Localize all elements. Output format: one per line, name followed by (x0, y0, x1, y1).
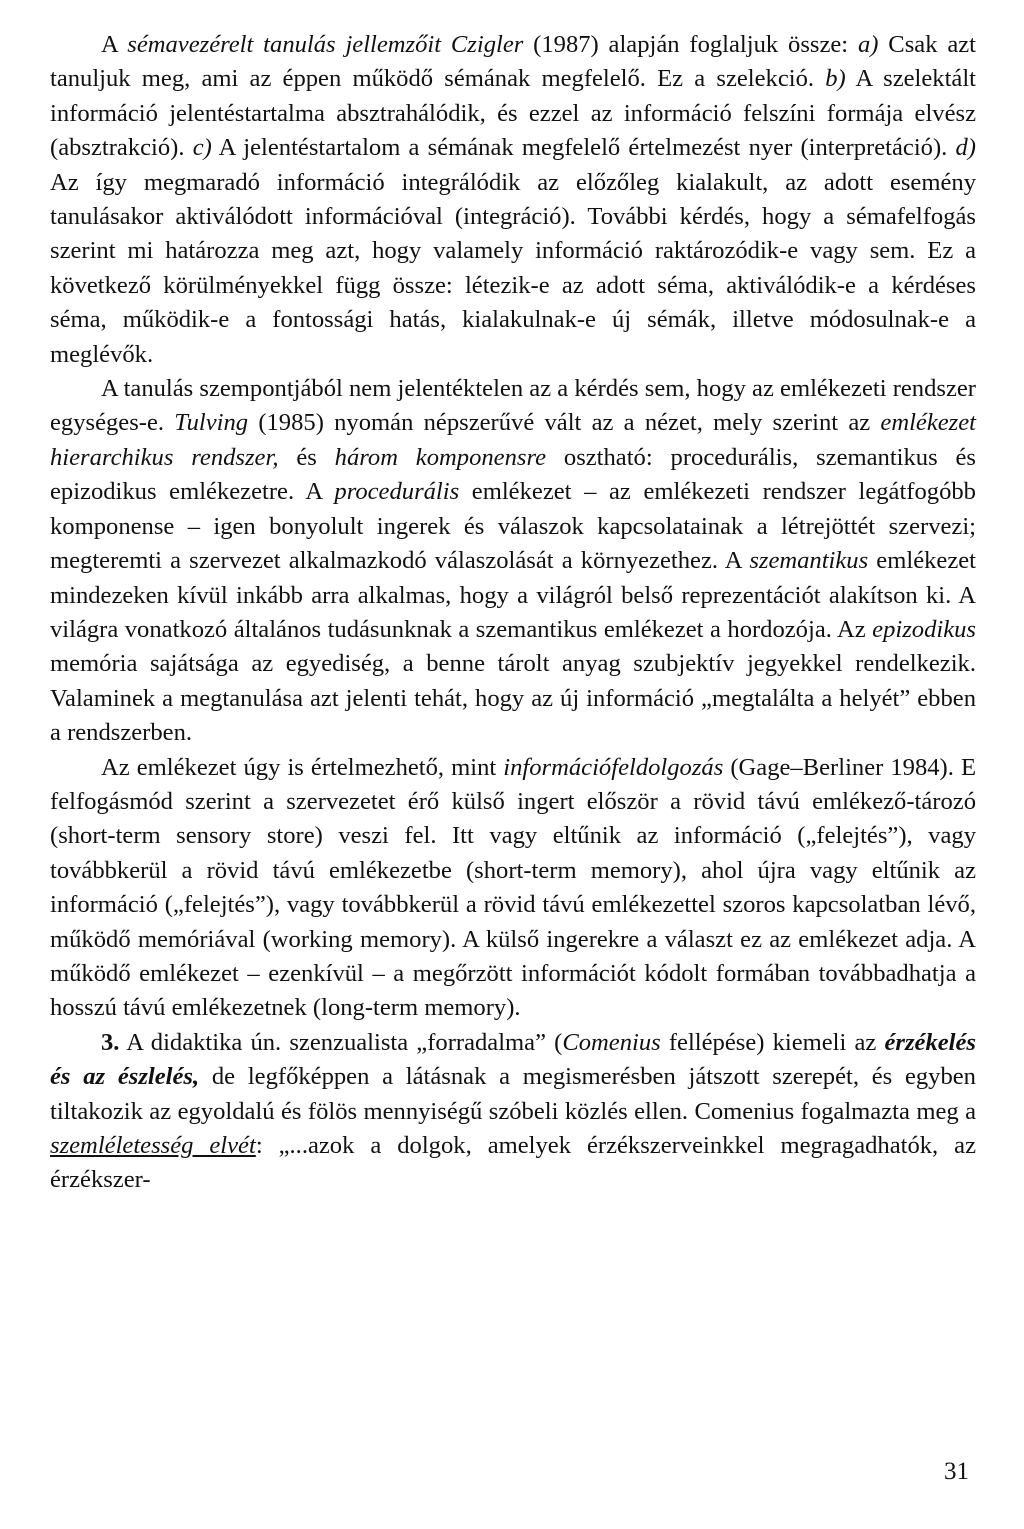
paragraph (50, 1026, 976, 1198)
text-run: osztható: procedurális, szemantikus és epizodikus emlékezetre. A (50, 443, 976, 506)
emphasis-text: szemléletesség elvét (50, 1132, 256, 1159)
emphasis-text: sémavezérelt tanulás jellemzőit Czigler (127, 31, 524, 58)
text-run: A (101, 31, 128, 58)
emphasis-text: emlékezet hierarchikus rendszer, (50, 409, 976, 471)
text-run: (Gage–Berliner 1984). E felfogásmód szerint a szervezetet érő külső ingert először a rövid távú emlékező-tározó (short-term sensory store) veszi fel. Itt vagy eltűnik az információ („felejtés”), vagy továbbkerül a rövid távú emlékezetbe (short-term memory), ahol újra vagy eltűnik az információ („felejtés”), vagy továbbkerül a rövid távú emlékezettel szoros kapcsolatban lévő, működő memóriával (working memory). A külső ingerekre a választ ez az emlékezet adja. A működő emlékezet – ezenkívül – a megőrzött információt kódolt formában továbbadhatja a hosszú távú emlékezetnek (long-term memory). (50, 753, 976, 1022)
text-run: emlékezet mindezeken kívül inkább arra alkalmas, hogy a világról belső reprezentációt alakítson ki. A világra vonatkozó általános tudásunknak a szemantikus emlékezet a hordozója. Az (50, 547, 976, 643)
emphasis-text: d) (955, 134, 976, 162)
text-run: (1985) nyomán népszerűvé vált az a nézet, mely szerint az (248, 409, 881, 437)
emphasis-text: 3. (101, 1028, 120, 1056)
paragraph (50, 28, 976, 372)
text-run: A didaktika ún. szenzualista „forradalma” ( (119, 1028, 563, 1056)
body-text (50, 28, 976, 1198)
text-run: emlékezet – az emlékezeti rendszer legátfogóbb komponense – igen bonyolult ingerek és válaszok kapcsolatainak a létrejöttét szervezi; megteremti a szervezet alkalmazkodó válaszolását a környezethez. A (50, 478, 976, 575)
emphasis-text: szemantikus (749, 547, 869, 575)
text-run: memória sajátsága az egyediség, a benne tárolt anyag szubjektív jegyekkel rendelkezik. Valaminek a megtanulása azt jelenti tehát, hogy az új információ „megtalálta a helyét” ebben a rendszerben. (50, 650, 976, 747)
emphasis-text: c) (192, 134, 212, 162)
emphasis-text: epizodikus (872, 615, 976, 643)
emphasis-text: Comenius (562, 1028, 661, 1056)
text-run: és (278, 443, 335, 471)
emphasis-text: érzékelés és az észlelés, (50, 1028, 976, 1091)
text-run: A jelentéstartalom a sémának megfelelő értelmezést nyer (interpretáció). (211, 134, 956, 162)
emphasis-text: procedurális (334, 478, 460, 506)
text-run: : „...azok a dolgok, amelyek érzékszerveinkkel megragadhatók, az érzékszer- (50, 1132, 977, 1194)
emphasis-text: b) (825, 65, 846, 93)
page-number: 31 (944, 1458, 969, 1485)
text-run: Az emlékezet úgy is értelmezhető, mint (101, 753, 504, 781)
text-run: fellépése) kiemeli az (660, 1028, 885, 1056)
text-run: Az így megmaradó információ integrálódik az előzőleg kialakult, az adott esemény tanulásakor aktiválódott információval (integráció). További kérdés, hogy a sémafelfogás szerint mi határozza meg azt, hogy valamely információ raktározódik-e vagy sem. Ez a következő körülményekkel függ össze: létezik-e az adott séma, aktiválódik-e a kérdéses séma, működik-e a fontossági hatás, kialakulnak-e új sémák, illetve módosulnak-e a meglévők. (50, 168, 976, 368)
text-run: A tanulás szempontjából nem jelentéktelen az a kérdés sem, hogy az emlékezeti rendszer egységes-e. (50, 375, 976, 437)
emphasis-text: információfeldolgozás (503, 753, 724, 781)
emphasis-text: a) (857, 31, 879, 58)
emphasis-text: három komponensre (334, 443, 547, 471)
text-run: (1987) alapján foglaljuk össze: (523, 31, 858, 58)
text-run: de legfőképpen a látásnak a megismerésben játszott szerepét, és egyben tiltakozik az egyoldalú és fölös mennyiségű szóbeli közlés ellen. Comenius fogalmazta meg a (50, 1063, 976, 1125)
text-run: Csak azt tanuljuk meg, ami az éppen működő sémának megfelelő. Ez a szelekció. (50, 31, 976, 93)
paragraph (50, 751, 976, 1026)
text-run: A szelektált információ jelentéstartalma absztrahálódik, és ezzel az információ felszíni formája elvész (absztrakció). (50, 65, 976, 162)
paragraph (50, 372, 976, 750)
emphasis-text: Tulving (174, 409, 249, 437)
